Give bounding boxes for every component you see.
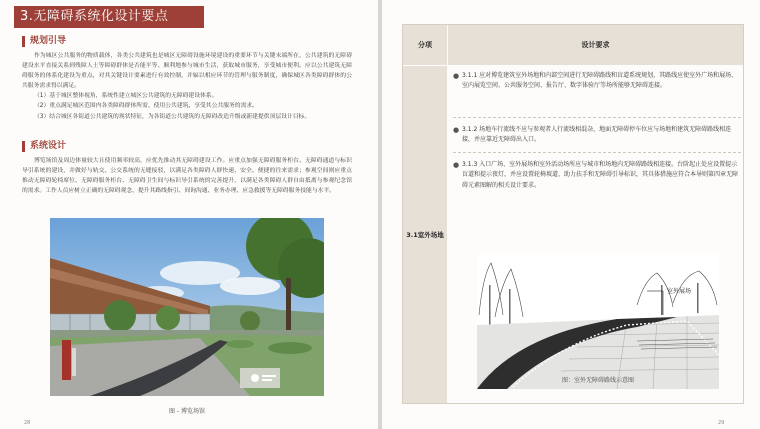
row-divider <box>453 117 741 118</box>
page-number-right: 29 <box>718 420 725 426</box>
planning-point-2: （2）重点满足城区范围内各类障碍群体所需、使用公共建筑、享受其公共服务的需求。 <box>34 103 258 110</box>
system-paragraph: 博览场馆及周边体量较大且使用频率较高，应优先推动其无障碍建设工作。应重点加强无障碍服务柜台、无障碍通道与标识导引系统的建设，并做好与轨交、公交系统的无缝接驳，以满足各类障碍人群快速、安全、便捷的往来需求；参观空间则应重点推动无障碍轮椅席位、无障碍服务柜台、无障碍卫生间与标识导引系统的完善提升，以满足各类障碍人群自由抵离与参观纪念馆的需求。工作人员应树立正确的无障碍观念，提升其路线指引、间询沟通、业务办理、应急救援等无障碍服务技能与水平。 <box>22 158 352 195</box>
sketch-caption: 图：室外无障碍路线示意图 <box>561 377 634 384</box>
design-requirements-table <box>402 24 744 404</box>
chapter-title: 3.无障碍系统化设计要点 <box>14 6 204 28</box>
left-page <box>0 0 378 429</box>
section-heading-planning: 规划引导 <box>22 36 66 47</box>
planning-point-3: （3）结合城区各街道公共建筑的现状特征，为各街道公共建筑的无障碍改造升级或新建提供顶层设计目标。 <box>34 113 311 120</box>
system-text <box>22 156 352 196</box>
photo-caption: 图 - 博览场馆 <box>169 408 205 415</box>
requirement-text: 3.1.3 入口广场、室外展场和室外活动场所应与城市和场地内无障碍路线相连接。台阶起止处应设置提示盲道和提示夜灯，并应设置轮椅坡道、助力扶手和无障碍引导标识，其具体措施应符合本导则第四章无障碍元素图解的相关设计要求。 <box>462 161 739 189</box>
bullet-icon: ● <box>453 72 460 80</box>
requirement-3-1-1 <box>453 71 743 92</box>
bullet-icon: ● <box>453 126 460 134</box>
requirement-text: 3.1.2 场地车行流线不应与参观者人行流线相混杂，地面无障碍停车位应与场地和建筑无障碍路线相连接，并应靠近无障碍出入口。 <box>462 126 732 144</box>
requirement-text: 3.1.1 应对博览建筑室外场地和内部空间进行无障碍路线和盲道系统规划，其路线应使室外广场和展场、室内展览空间、公共服务空间、报告厅、数字体验厅等场所能够无障碍连接。 <box>462 72 738 90</box>
requirement-3-1-2 <box>453 125 743 146</box>
right-page <box>382 0 760 429</box>
planning-point-1: （1）基于城区整体视角，系统性建立城区公共建筑的无障碍建设体系。 <box>34 93 218 100</box>
requirement-3-1-3 <box>453 160 743 191</box>
planning-paragraph: 作为城区公共服务的物质载体，各类公共建筑也是城区无障碍设施环境建设的重要环节与关键末端所在，公共建筑的无障碍建设水平直接关系到残障人士等障碍群体是否能平等、顺利地参与城市生活，获取城市服务，享受城市便利。应以公共建筑无障碍服务的体系化建设为重点，对其关键设计要素进行有效控制，并辐以相应环节的管理与服务制度，确保城区各类障碍群体的公共服务需求得以满足。 <box>22 53 352 90</box>
category-label: 3.1室外场地 <box>406 230 444 239</box>
row-divider <box>453 152 741 153</box>
section-heading-system: 系统设计 <box>22 141 66 152</box>
header-requirement: 设计要求 <box>448 25 743 65</box>
header-category: 分项 <box>403 25 447 65</box>
planning-text <box>22 51 352 122</box>
sketch-label: 室外展场 <box>667 288 692 295</box>
category-outdoor-site <box>403 66 447 403</box>
outdoor-route-sketch <box>477 255 719 389</box>
bullet-icon: ● <box>453 161 460 169</box>
page-number-left: 28 <box>24 420 31 426</box>
museum-photo <box>50 218 324 396</box>
